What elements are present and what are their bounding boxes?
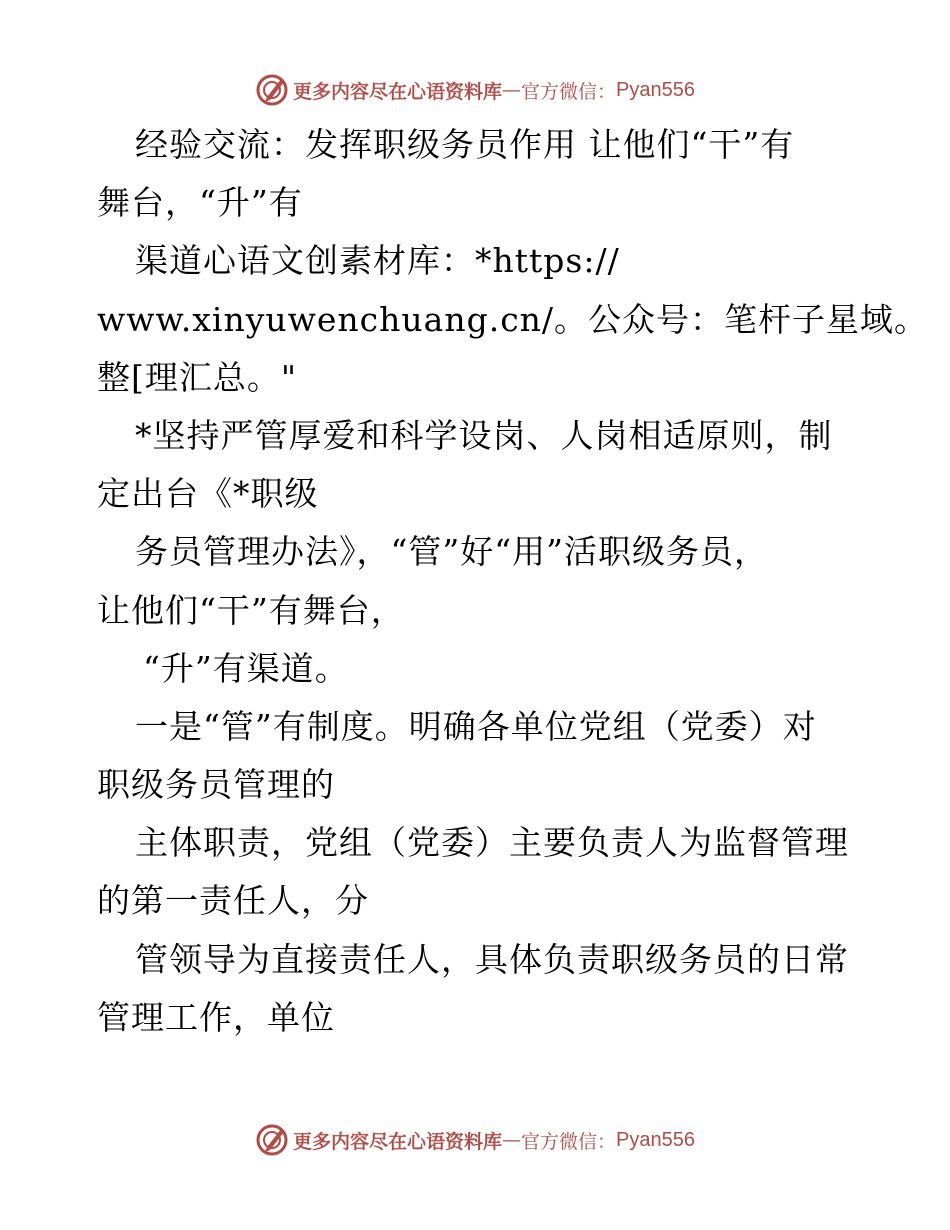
text-line: 整[理汇总。"	[97, 357, 298, 397]
text-line: “升”有渠道。	[143, 648, 349, 688]
text-line: 经验交流：发挥职级务员作用 让他们“干”有	[135, 125, 795, 164]
text-line: 舞台，“升”有	[97, 183, 303, 223]
text-line: www.xinyuwenchuang.cn/。公众号：笔杆子星域。	[97, 299, 929, 339]
pen-logo-icon	[255, 73, 289, 107]
text-line: 的第一责任人，分	[97, 881, 369, 921]
banner-wechat-label: 官方微信：	[521, 1130, 617, 1153]
footer-banner	[0, 1120, 950, 1160]
text-line: 渠道心语文创素材库：*https://	[135, 241, 620, 281]
banner-separator: —	[502, 1129, 522, 1151]
pen-logo-icon	[255, 1123, 289, 1157]
text-line: 管理工作，单位	[97, 997, 335, 1037]
banner-wechat-label: 官方微信：	[521, 80, 617, 103]
text-line: *坚持严管厚爱和科学设岗、人岗相适原则，制	[135, 415, 833, 455]
banner-separator: —	[502, 79, 522, 101]
text-line: 职级务员管理的	[97, 765, 335, 805]
text-line: 管领导为直接责任人，具体负责职级务员的日常	[135, 939, 849, 979]
banner-tagline: 更多内容尽在心语资料库	[293, 1130, 503, 1153]
text-line: 让他们“干”有舞台，	[97, 590, 405, 630]
text-line: 定出台《*职级	[97, 474, 319, 514]
banner-wechat-id: Pyan556	[616, 1128, 695, 1151]
text-line: 一是“管”有制度。明确各单位党组（党委）对	[135, 706, 817, 746]
header-banner	[0, 70, 950, 110]
banner-tagline: 更多内容尽在心语资料库	[293, 80, 503, 103]
banner-wechat-id: Pyan556	[616, 78, 695, 101]
document-body	[97, 116, 929, 1047]
text-line: 主体职责，党组（党委）主要负责人为监督管理	[135, 823, 849, 863]
text-line: 务员管理办法》，“管”好“用”活职级务员，	[135, 532, 768, 572]
